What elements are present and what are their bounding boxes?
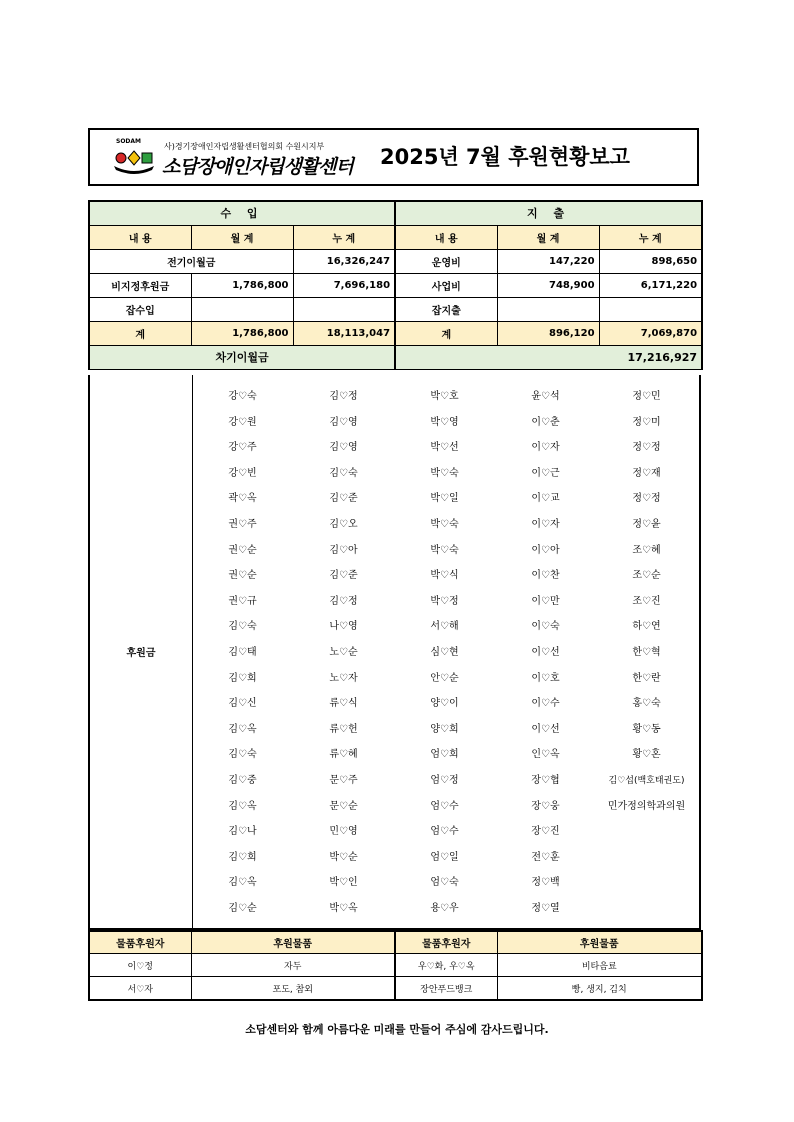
donor-name: 엄♡수	[430, 800, 459, 812]
donor-name: 윤♡석	[531, 391, 560, 402]
donor-name: 김♡준	[329, 570, 358, 582]
goods-col-header: 후원물품	[497, 931, 702, 954]
donor-name: 박♡선	[430, 442, 459, 454]
expense-row-monthly	[497, 297, 599, 321]
income-total-cumulative: 18,113,047	[293, 321, 395, 345]
donor-name: 박♡호	[430, 391, 459, 402]
logo-shapes-icon	[112, 146, 156, 174]
expense-section-header: 지 출	[395, 201, 702, 225]
donor-name: 장♡진	[531, 826, 560, 838]
donor-name: 박♡일	[430, 493, 459, 505]
carryover-next-label: 차기이월금	[89, 345, 395, 369]
donor-name: 정♡미	[632, 416, 661, 428]
donor-name: 박♡인	[329, 877, 358, 889]
donor-name: 김♡중	[228, 774, 257, 786]
donor-name: 김♡섭(백호태권도)	[608, 775, 685, 786]
expense-col-header: 월 계	[497, 225, 599, 249]
donor-name: 권♡순	[228, 544, 257, 556]
donor-name: 강♡주	[228, 442, 257, 454]
expense-row-label: 잡지출	[395, 297, 497, 321]
goods-donor: 장안푸드뱅크	[395, 977, 497, 1001]
donor-name: 정♡정	[632, 493, 661, 505]
donor-name: 박♡정	[430, 595, 459, 607]
donor-name: 곽♡옥	[228, 493, 257, 505]
donor-name: 양♡이	[430, 698, 459, 710]
donor-name: 이♡춘	[531, 416, 560, 428]
donor-name: 김♡정	[329, 595, 358, 607]
donor-name: 한♡혁	[632, 646, 661, 658]
donor-name: 양♡희	[430, 723, 459, 735]
donor-name: 이♡선	[531, 723, 560, 735]
report-header	[88, 128, 699, 186]
donor-name: 박♡옥	[329, 902, 358, 914]
expense-row-monthly: 147,220	[497, 249, 599, 273]
donor-name: 김♡옥	[228, 800, 257, 812]
donor-name: 정♡재	[632, 467, 661, 479]
donor-name: 이♡근	[531, 467, 560, 479]
donor-section	[88, 375, 701, 930]
income-row-cumulative: 7,696,180	[293, 273, 395, 297]
donor-name: 정♡백	[531, 877, 560, 889]
donor-name: 장♡웅	[531, 800, 560, 812]
income-row-cumulative	[293, 297, 395, 321]
donor-name: 이♡수	[531, 698, 560, 710]
donor-section-label: 후원금	[90, 375, 193, 928]
donor-name: 정♡민	[632, 391, 661, 402]
donor-column	[495, 389, 596, 926]
income-row-monthly: 1,786,800	[191, 273, 293, 297]
goods-col-header: 물품후원자	[89, 931, 191, 954]
donor-name: 인♡옥	[531, 749, 560, 761]
donor-name: 정♡정	[632, 442, 661, 454]
income-total-monthly: 1,786,800	[191, 321, 293, 345]
donor-name: 김♡오	[329, 518, 358, 530]
donor-name: 이♡찬	[531, 570, 560, 582]
donor-name: 심♡현	[430, 646, 459, 658]
logo-brand: SODAM	[116, 138, 142, 145]
donor-name: 박♡영	[430, 416, 459, 428]
goods-item: 빵, 생지, 김치	[497, 977, 702, 1001]
donor-name: 김♡태	[228, 646, 257, 658]
goods-col-header: 후원물품	[191, 931, 395, 954]
report-title: 2025년 7월 후원현황보고	[380, 145, 630, 169]
donor-name: 김♡숙	[228, 621, 257, 633]
expense-total-cumulative: 7,069,870	[599, 321, 702, 345]
donor-name: 박♡숙	[430, 544, 459, 556]
income-col-header: 월 계	[191, 225, 293, 249]
donor-name: 정♡윤	[632, 518, 661, 530]
donor-name: 노♡순	[329, 646, 358, 658]
donor-name: 황♡혼	[632, 749, 661, 761]
donor-name: 용♡우	[430, 902, 459, 914]
finance-table	[88, 200, 703, 370]
income-section-header: 수 입	[89, 201, 395, 225]
donor-name: 황♡동	[632, 723, 661, 735]
expense-total-monthly: 896,120	[497, 321, 599, 345]
goods-item: 비타음료	[497, 954, 702, 977]
center-name: 소담장애인자립생활센터	[162, 156, 353, 178]
expense-row-cumulative: 6,171,220	[599, 273, 702, 297]
donor-name: 정♡열	[531, 902, 560, 914]
donor-name: 이♡숙	[531, 621, 560, 633]
donor-name: 김♡옥	[228, 877, 257, 889]
donor-name: 김♡신	[228, 698, 257, 710]
carryover-next-value: 17,216,927	[395, 345, 702, 369]
donor-name: 김♡순	[228, 902, 257, 914]
donor-name: 문♡순	[329, 800, 358, 812]
donor-name: 김♡숙	[228, 749, 257, 761]
donor-name: 조♡순	[632, 570, 661, 582]
donor-name: 김♡아	[329, 544, 358, 556]
income-total-label: 계	[89, 321, 191, 345]
donor-name: 이♡선	[531, 646, 560, 658]
donor-name: 이♡자	[531, 442, 560, 454]
donor-name: 이♡자	[531, 518, 560, 530]
donor-name: 권♡주	[228, 518, 257, 530]
donor-name: 김♡희	[228, 851, 257, 863]
income-col-header: 내 용	[89, 225, 191, 249]
donor-name: 강♡숙	[228, 391, 257, 402]
org-name: 사)경기장애인자립생활센터협의회 수원시지부	[164, 142, 325, 151]
donor-name: 조♡혜	[632, 544, 661, 556]
donor-name: 문♡주	[329, 774, 358, 786]
donor-name: 김♡영	[329, 416, 358, 428]
donor-name: 박♡숙	[430, 467, 459, 479]
donor-name: 민가정의학과의원	[607, 800, 686, 812]
donor-name: 이♡만	[531, 595, 560, 607]
donor-column	[394, 389, 495, 926]
goods-item: 포도, 참외	[191, 977, 395, 1001]
donor-name: 김♡준	[329, 493, 358, 505]
income-row-label: 잡수입	[89, 297, 191, 321]
income-row-monthly	[191, 297, 293, 321]
donor-name: 강♡빈	[228, 467, 257, 479]
donor-name: 엄♡희	[430, 749, 459, 761]
expense-row-cumulative: 898,650	[599, 249, 702, 273]
expense-row-cumulative	[599, 297, 702, 321]
donor-name: 김♡희	[228, 672, 257, 684]
donor-name: 강♡원	[228, 416, 257, 428]
expense-col-header: 내 용	[395, 225, 497, 249]
expense-row-monthly: 748,900	[497, 273, 599, 297]
carryover-in-value: 16,326,247	[293, 249, 395, 273]
donor-name: 하♡연	[632, 621, 661, 633]
income-row-label: 비지정후원금	[89, 273, 191, 297]
goods-donation-table	[88, 930, 703, 1001]
donor-name: 노♡자	[329, 672, 358, 684]
donor-name: 류♡헌	[329, 723, 358, 735]
donor-name: 조♡진	[632, 595, 661, 607]
donor-name: 엄♡일	[430, 851, 459, 863]
donor-name: 엄♡정	[430, 774, 459, 786]
expense-row-label: 운영비	[395, 249, 497, 273]
donor-name: 이♡교	[531, 493, 560, 505]
donor-name: 민♡영	[329, 826, 358, 838]
donor-name: 김♡나	[228, 826, 257, 838]
donor-name: 류♡혜	[329, 749, 358, 761]
donor-name: 권♡규	[228, 595, 257, 607]
donor-name: 이♡아	[531, 544, 560, 556]
donor-name: 권♡순	[228, 570, 257, 582]
goods-donor: 서♡자	[89, 977, 191, 1001]
expense-row-label: 사업비	[395, 273, 497, 297]
carryover-in-label: 전기이월금	[89, 249, 293, 273]
income-col-header: 누 계	[293, 225, 395, 249]
expense-total-label: 계	[395, 321, 497, 345]
donor-name: 박♡식	[430, 570, 459, 582]
donor-name: 안♡순	[430, 672, 459, 684]
donor-name: 전♡훈	[531, 851, 560, 863]
donor-name: 박♡순	[329, 851, 358, 863]
donor-name: 김♡숙	[329, 467, 358, 479]
center-logo	[110, 138, 353, 178]
goods-donor: 우♡화, 우♡옥	[395, 954, 497, 977]
donor-name: 엄♡수	[430, 826, 459, 838]
goods-col-header: 물품후원자	[395, 931, 497, 954]
goods-donor: 이♡정	[89, 954, 191, 977]
thank-you-message: 소담센터와 함께 아름다운 미래를 만들어 주심에 감사드립니다.	[245, 1023, 549, 1036]
donor-column	[293, 389, 394, 926]
donor-column	[596, 389, 697, 824]
donor-name: 김♡영	[329, 442, 358, 454]
expense-col-header: 누 계	[599, 225, 702, 249]
donor-name: 엄♡숙	[430, 877, 459, 889]
donor-name: 김♡정	[329, 391, 358, 402]
donor-name: 서♡해	[430, 621, 459, 633]
goods-item: 자두	[191, 954, 395, 977]
donor-name: 박♡숙	[430, 518, 459, 530]
donor-name: 한♡란	[632, 672, 661, 684]
donor-name: 나♡영	[329, 621, 358, 633]
donor-name: 김♡옥	[228, 723, 257, 735]
donor-name: 이♡호	[531, 672, 560, 684]
donor-name: 홍♡숙	[632, 698, 661, 710]
donor-name: 류♡식	[329, 698, 358, 710]
donor-name: 장♡협	[531, 774, 560, 786]
donor-column	[192, 389, 293, 926]
